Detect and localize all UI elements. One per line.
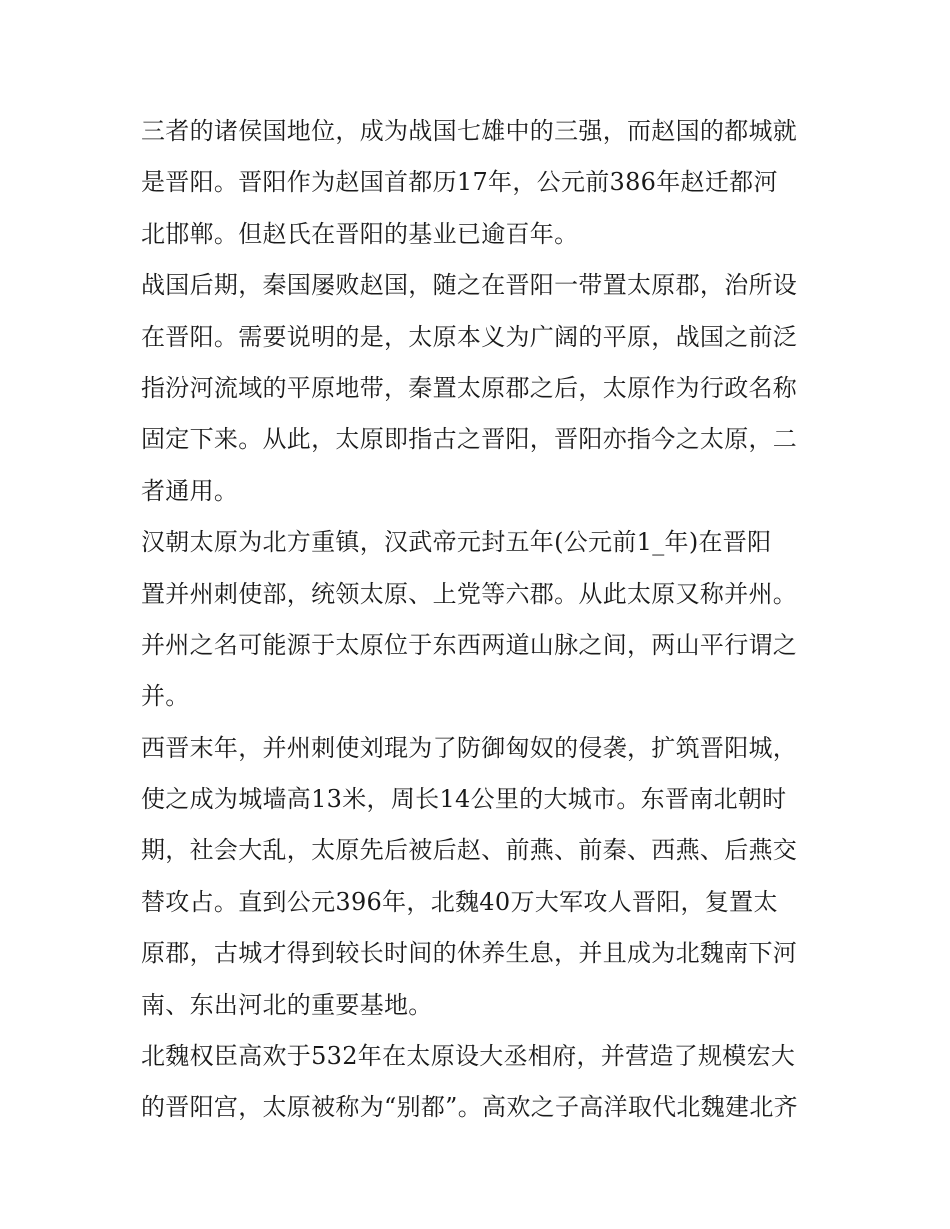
text-line: 指汾河流域的平原地带，秦置太原郡之后，太原作为行政名称 bbox=[141, 373, 798, 402]
text-line: 使之成为城墙高13米，周长14公里的大城市。东晋南北朝时 bbox=[141, 785, 787, 814]
text-line: 三者的诸侯国地位，成为战国七雄中的三强，而赵国的都城就 bbox=[141, 117, 798, 145]
paragraph-2 bbox=[141, 260, 821, 517]
text-line: 者通用。 bbox=[141, 476, 239, 505]
paragraph-5 bbox=[141, 1031, 821, 1134]
text-line: 南、东出河北的重要基地。 bbox=[141, 990, 433, 1019]
text-line: 并。 bbox=[141, 682, 190, 711]
text-line: 替攻占。直到公元396年，北魏40万大军攻人晋阳，复置太 bbox=[141, 887, 778, 916]
text-line: 置并州刺使部，统领太原、上党等六郡。从此太原又称并州。 bbox=[141, 579, 798, 608]
text-line: 在晋阳。需要说明的是，太原本义为广阔的平原，战国之前泛 bbox=[141, 322, 798, 351]
text-line: 原郡，古城才得到较长时间的休养生息，并且成为北魏南下河 bbox=[141, 939, 798, 968]
text-line: 西晋末年，并州刺使刘琨为了防御匈奴的侵袭，扩筑晋阳城， bbox=[141, 733, 798, 762]
paragraph-4 bbox=[141, 723, 821, 1031]
text-line: 固定下来。从此，太原即指古之晋阳，晋阳亦指今之太原，二 bbox=[141, 425, 798, 454]
text-line: 期，社会大乱，太原先后被后赵、前燕、前秦、西燕、后燕交 bbox=[141, 836, 798, 865]
text-line: 汉朝太原为北方重镇，汉武帝元封五年(公元前1_年)在晋阳 bbox=[141, 528, 772, 557]
text-line: 并州之名可能源于太原位于东西两道山脉之间，两山平行谓之 bbox=[141, 630, 798, 659]
document-body bbox=[141, 106, 821, 1134]
text-line: 北魏权臣高欢于532年在太原设大丞相府，并营造了规模宏大 bbox=[141, 1042, 796, 1071]
paragraph-1 bbox=[141, 106, 821, 260]
text-line: 北邯郸。但赵氏在晋阳的基业已逾百年。 bbox=[141, 219, 579, 248]
text-line: 战国后期，秦国屡败赵国，随之在晋阳一带置太原郡，治所设 bbox=[141, 271, 798, 300]
text-line: 的晋阳宫，太原被称为“别都”。高欢之子高洋取代北魏建北齐 bbox=[141, 1093, 798, 1122]
paragraph-3 bbox=[141, 517, 821, 723]
text-line: 是晋阳。晋阳作为赵国首都历17年，公元前386年赵迁都河 bbox=[141, 168, 778, 197]
